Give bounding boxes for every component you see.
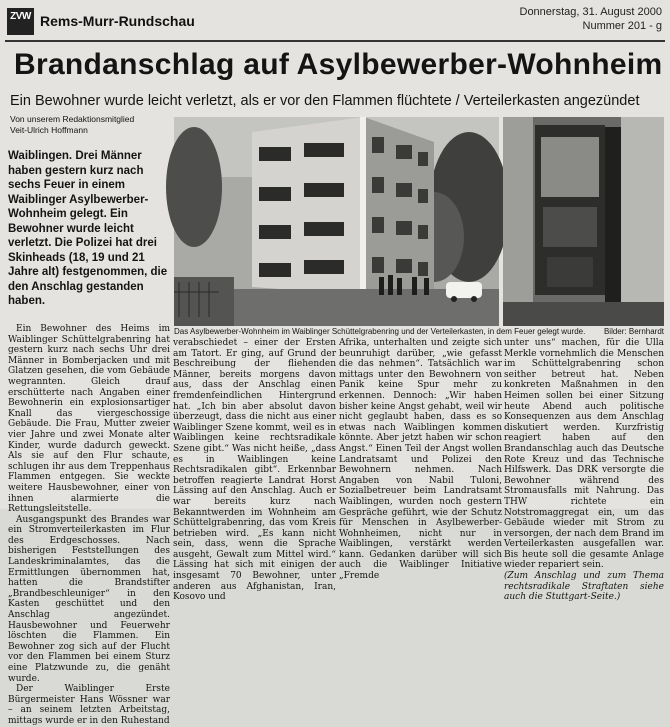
- byline-role: Von unserem Redaktionsmitglied: [10, 114, 135, 124]
- byline: [10, 114, 170, 136]
- photo-credit: Bilder: Bernhardt: [603, 327, 664, 336]
- photo-distribution-box: [503, 117, 664, 326]
- body-column-2: [173, 338, 336, 603]
- lead-place: Waiblingen.: [8, 150, 73, 162]
- body-paragraph: verabschiedet – einer der Ersten am Tatort. Er ging, auf Grund der Beschreibung der fliehenden Männer, bereits morgens davon aus, dass der Anschlag einen fremdenfeindlichen Hintergrund hat. „Ich bin aber absolut davon überzeugt, dass die nicht aus einer Waiblinger Szene kommt, weil es in Waiblingen keine rechtsradikale Szene gibt.“ Was nicht heiße, „dass es in Waiblingen keine Rechtsradikalen gibt“. Erkennbar betroffen reagierte Landrat Horst Lässing auf den Anschlag. Auch er war bereits kurz nach Bekanntwerden im Wohnheim am Schüttelgrabenring, das vom Kreis betrieben wird. „Es kann nicht sein, dass, wenn die Sprache ausgeht, Gewalt zum Mittel wird.“ Lässing hat sich mit einigen der insgesamt 70 Bewohner, unter anderen aus Afghanistan, Iran, Kosovo und: [173, 338, 336, 603]
- body-paragraph: Afrika, unterhalten und zeigte sich beunruhigt darüber, „wie gefasst die das nehmen“. Tatsächlich war mittags unter den Bewohnern von Panik keine Spur mehr zu erkennen. Dennoch: „Wir haben bisher keine Angst gehabt, weil wir nicht geglaubt haben, dass es so etwas nach Waiblingen kommen könnte. Aber jetzt haben wir schon Angst.“ Einen Teil der Angst wollen Landratsamt und Polizei den Bewohnern nehmen. Nach Angaben von Nabil Tuloni, Sozialbetreuer beim Landratsamt Waiblingen, wurden noch gestern Gespräche geführt, wie der Schutz für Menschen in Asylbewerber-Wohnheimen, nicht nur in Waiblingen, verstärkt werden kann. Gedanken darüber will sich auch die Waiblinger Initiative „Fremde: [339, 338, 502, 582]
- issue-number: Nummer 201 - g: [582, 20, 662, 32]
- lead-paragraph: [8, 149, 170, 309]
- paper-logo: ZVW: [7, 8, 34, 35]
- issue-date: Donnerstag, 31. August 2000: [519, 6, 662, 18]
- photo-caption: Das Asylbewerber-Wohnheim im Waiblinger Schüttelgrabenring und der Verteilerkasten, in dem Feuer gelegt wurde.: [174, 327, 586, 336]
- date-issue-block: [520, 5, 663, 33]
- subheadline: Ein Bewohner wurde leicht verletzt, als er vor den Flammen flüchtete / Verteilerkasten angezündet: [10, 93, 640, 109]
- body-paragraph: Ein Bewohner des Heims im Waiblinger Schüttelgrabenring hat gestern kurz nach sechs Uhr drei Männer in Bomberjacken und mit Glatzen gesehen, die vom Gebäude wegrannten. Gleich drauf erschütterte nach Angaben einer Bewohnerin ein explosionsartiger Knall das viergeschossige Gebäude. Die Frau, Mutter zweier vier Jahre und zwei Monate alter Kinder, wurde dadurch geweckt. Als sie auf den Flur schaute, schlugen ihr aus dem Treppenhaus Flammen entgegen. Sie weckte weitere Hausbewohner, einer von ihnen alarmierte die Rettungsleitstelle.: [8, 324, 170, 515]
- body-paragraph: Der Waiblinger Erste Bürgermeister Hans Wössner war – an seinem letzten Arbeitstag, mittags wurde er in den Ruhestand: [8, 684, 170, 726]
- masthead-rule: [5, 40, 665, 42]
- body-paragraph: unter uns“ machen, für die Ulla Merkle vornehmlich die Menschen im Schüttelgrabenring schon seither betreut hat. Neben konkreten Maßnahmen in den Heimen sollen bei einer Sitzung heute Abend auch politische Konsequenzen aus dem Anschlag diskutiert werden. Kurzfristig reagiert haben auf den Brandanschlag auch das Deutsche Rote Kreuz und das Technische Hilfswerk. Das DRK versorgte die Bewohner während des Stromausfalls mit Nahrung. Das THW richtete ein Notstromaggregat ein, um das Gebäude wieder mit Strom zu versorgen, der nach dem Brand im Verteilerkasten ausgefallen war. Bis heute soll die gesamte Anlage wieder repariert sein.: [504, 338, 664, 571]
- cross-reference: (Zum Anschlag und zum Thema rechtsradikale Straftaten siehe auch die Stuttgart-Seite.): [504, 571, 664, 603]
- lead-text: Drei Männer haben gestern kurz nach sechs Feuer in einem Waiblinger Asylbewerber-Wohnheim gelegt. Ein Bewohner wurde leicht verletzt. Die Polizei hat drei Skinheads (18, 19 und 21 Jahre alt) festgenommen, die den Anschlag gestanden haben.: [8, 150, 168, 307]
- photo-building: [174, 117, 499, 326]
- body-column-4: [504, 338, 664, 603]
- body-paragraph: Ausgangspunkt des Brandes war ein Stromverteilerkasten im Flur des Erdgeschosses. Nach bisherigen Feststellungen des Landeskriminalamtes, das die Ermittlungen übernommen hat, hatten die Brandstifter „Brandbeschleuniger“ in den Kasten geschüttet und den Anschlag angezündet. Hausbewohner und Feuerwehr löschten die Flammen. Ein Bewohner zog sich auf der Flucht vor den Flammen bei einem Sturz eine Platzwunde zu, die genäht wurde.: [8, 514, 170, 684]
- paper-name: Rems-Murr-Rundschau: [40, 13, 195, 29]
- body-column-1: [8, 324, 170, 726]
- body-column-3: [339, 338, 502, 582]
- headline: Brandanschlag auf Asylbewerber-Wohnheim: [14, 48, 663, 81]
- byline-author: Veit-Ulrich Hoffmann: [10, 125, 88, 135]
